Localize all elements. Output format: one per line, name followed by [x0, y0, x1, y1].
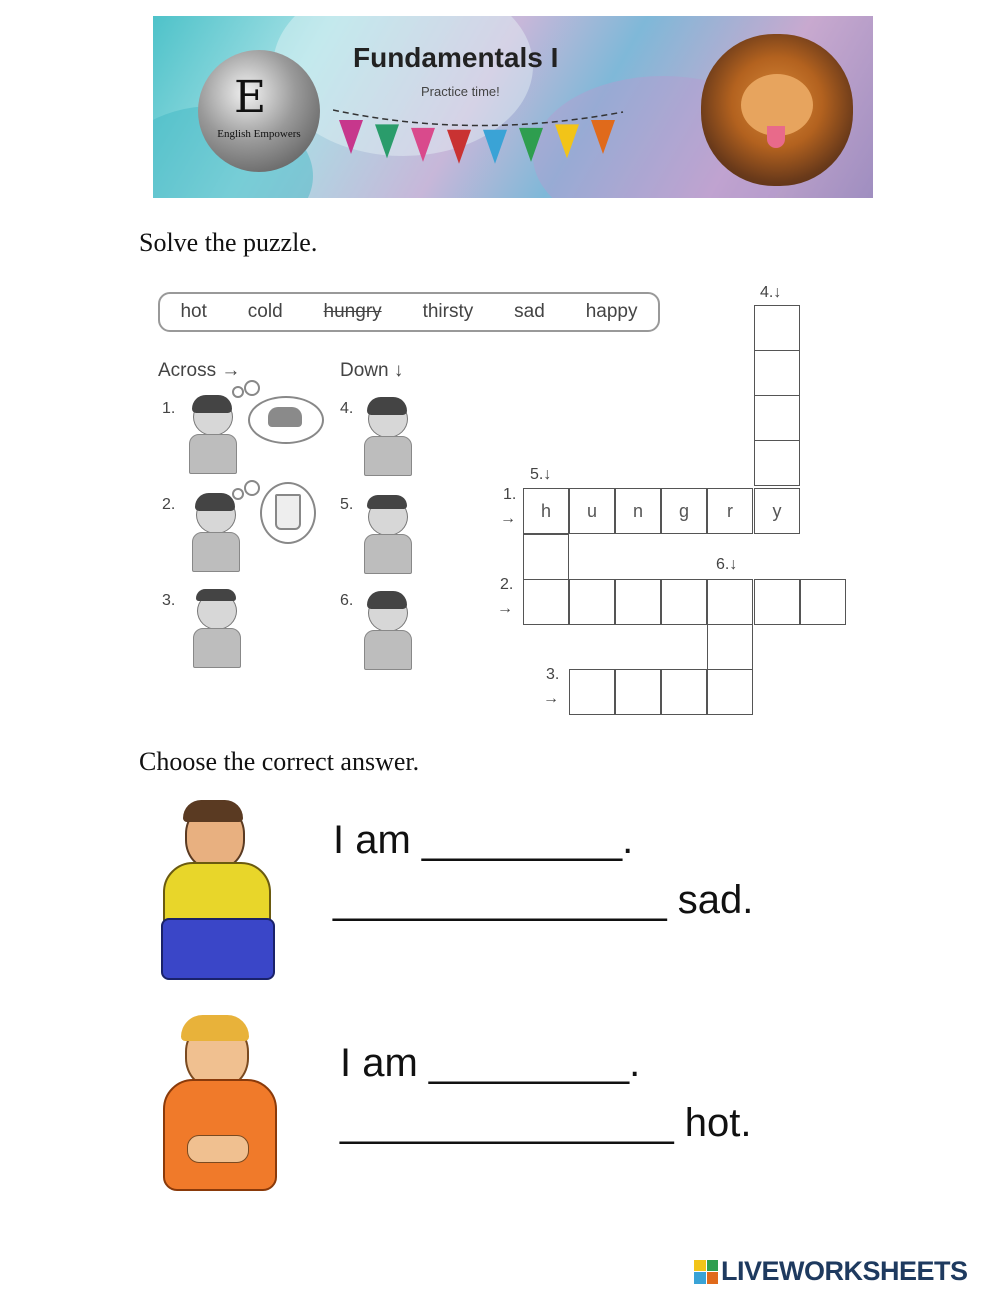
- bunting-flag: [375, 124, 399, 158]
- clue-number-4: 4.: [340, 400, 354, 417]
- clue-number-5: 5.: [340, 496, 354, 513]
- liveworksheets-logo[interactable]: [694, 1256, 968, 1287]
- bunting-flag: [411, 128, 435, 162]
- crossword-arrow-1: →: [500, 510, 516, 527]
- crossword-label-3: 3.: [546, 666, 560, 683]
- crossword-cell-filled[interactable]: g: [661, 488, 707, 534]
- crossword-cell[interactable]: [569, 579, 615, 625]
- word-bank-item: thirsty: [422, 301, 474, 322]
- word-bank-item: cold: [247, 301, 283, 322]
- crossword-cell[interactable]: [707, 624, 753, 670]
- logo-monogram: E: [234, 72, 267, 123]
- crossword-cell[interactable]: [615, 669, 661, 715]
- crossword-cell[interactable]: [754, 305, 800, 351]
- glass-of-water-icon: [275, 494, 301, 530]
- crossword-cell[interactable]: [523, 534, 569, 580]
- crossword-cell[interactable]: [707, 579, 753, 625]
- clue-number-1: 1.: [162, 400, 176, 417]
- crossword-arrow-2: →: [497, 600, 513, 617]
- fox-photo: [701, 34, 853, 186]
- word-bank-item-struck: hungry: [323, 301, 382, 322]
- bunting-flag: [555, 124, 579, 158]
- word-bank: [158, 292, 660, 332]
- worksheet-title: Fundamentals I: [353, 42, 559, 73]
- puzzle-instruction: Solve the puzzle.: [139, 228, 318, 257]
- clue-number-6: 6.: [340, 592, 354, 609]
- crossword-cell[interactable]: [615, 579, 661, 625]
- sad-boy-picture: [155, 800, 275, 980]
- crossword-cell[interactable]: [569, 669, 615, 715]
- worksheet-subtitle: Practice time!: [421, 84, 500, 99]
- crossword-cell-filled[interactable]: r: [707, 488, 753, 534]
- crossword-cell-filled[interactable]: h: [523, 488, 569, 534]
- word-bank-item: happy: [585, 301, 638, 322]
- question-2-line-1[interactable]: I am _________.: [340, 1041, 641, 1085]
- question-1-line-2[interactable]: _______________ sad.: [333, 878, 754, 922]
- crossword-cell[interactable]: [661, 669, 707, 715]
- crossword-cell[interactable]: [707, 669, 753, 715]
- bunting-flag: [591, 120, 615, 154]
- crossword-cell[interactable]: [754, 350, 800, 396]
- question-2-line-2[interactable]: _______________ hot.: [340, 1101, 752, 1145]
- word-bank-item: sad: [514, 301, 545, 322]
- question-1-line-1[interactable]: I am _________.: [333, 818, 634, 862]
- crossword-cell-filled[interactable]: y: [754, 488, 800, 534]
- crossword-label-1: 1.: [503, 486, 517, 503]
- crossword-label-6: 6.↓: [716, 556, 738, 573]
- burger-icon: [268, 407, 302, 427]
- crossword-cell[interactable]: [754, 579, 800, 625]
- down-heading: Down ↓: [340, 360, 404, 381]
- bunting-flag: [339, 120, 363, 154]
- crossword-cell[interactable]: [523, 579, 569, 625]
- crossword-cell[interactable]: [800, 579, 846, 625]
- crossword-cell-filled[interactable]: u: [569, 488, 615, 534]
- liveworksheets-icon: [694, 1260, 718, 1284]
- crossword-arrow-3: →: [543, 690, 559, 707]
- crossword-label-4: 4.↓: [760, 284, 782, 301]
- crossword-cell[interactable]: [754, 440, 800, 486]
- header-banner: [153, 16, 873, 198]
- english-empowers-logo: [198, 50, 320, 172]
- clue-number-3: 3.: [162, 592, 176, 609]
- crossword-label-2: 2.: [500, 576, 514, 593]
- crossword-cell[interactable]: [754, 395, 800, 441]
- across-heading: Across →: [158, 360, 241, 381]
- sick-boy-picture: [157, 1015, 279, 1190]
- logo-text: English Empowers: [217, 128, 301, 140]
- word-bank-item: hot: [180, 301, 207, 322]
- liveworksheets-wordmark: LIVEWORKSHEETS: [721, 1256, 968, 1286]
- bunting-flags: [333, 100, 633, 180]
- clue-number-2: 2.: [162, 496, 176, 513]
- bunting-flag: [483, 130, 507, 164]
- bunting-flag: [447, 130, 471, 164]
- crossword-cell-filled[interactable]: n: [615, 488, 661, 534]
- bunting-flag: [519, 128, 543, 162]
- crossword-cell[interactable]: [661, 579, 707, 625]
- crossword-label-5: 5.↓: [530, 466, 552, 483]
- choose-instruction: Choose the correct answer.: [139, 747, 420, 776]
